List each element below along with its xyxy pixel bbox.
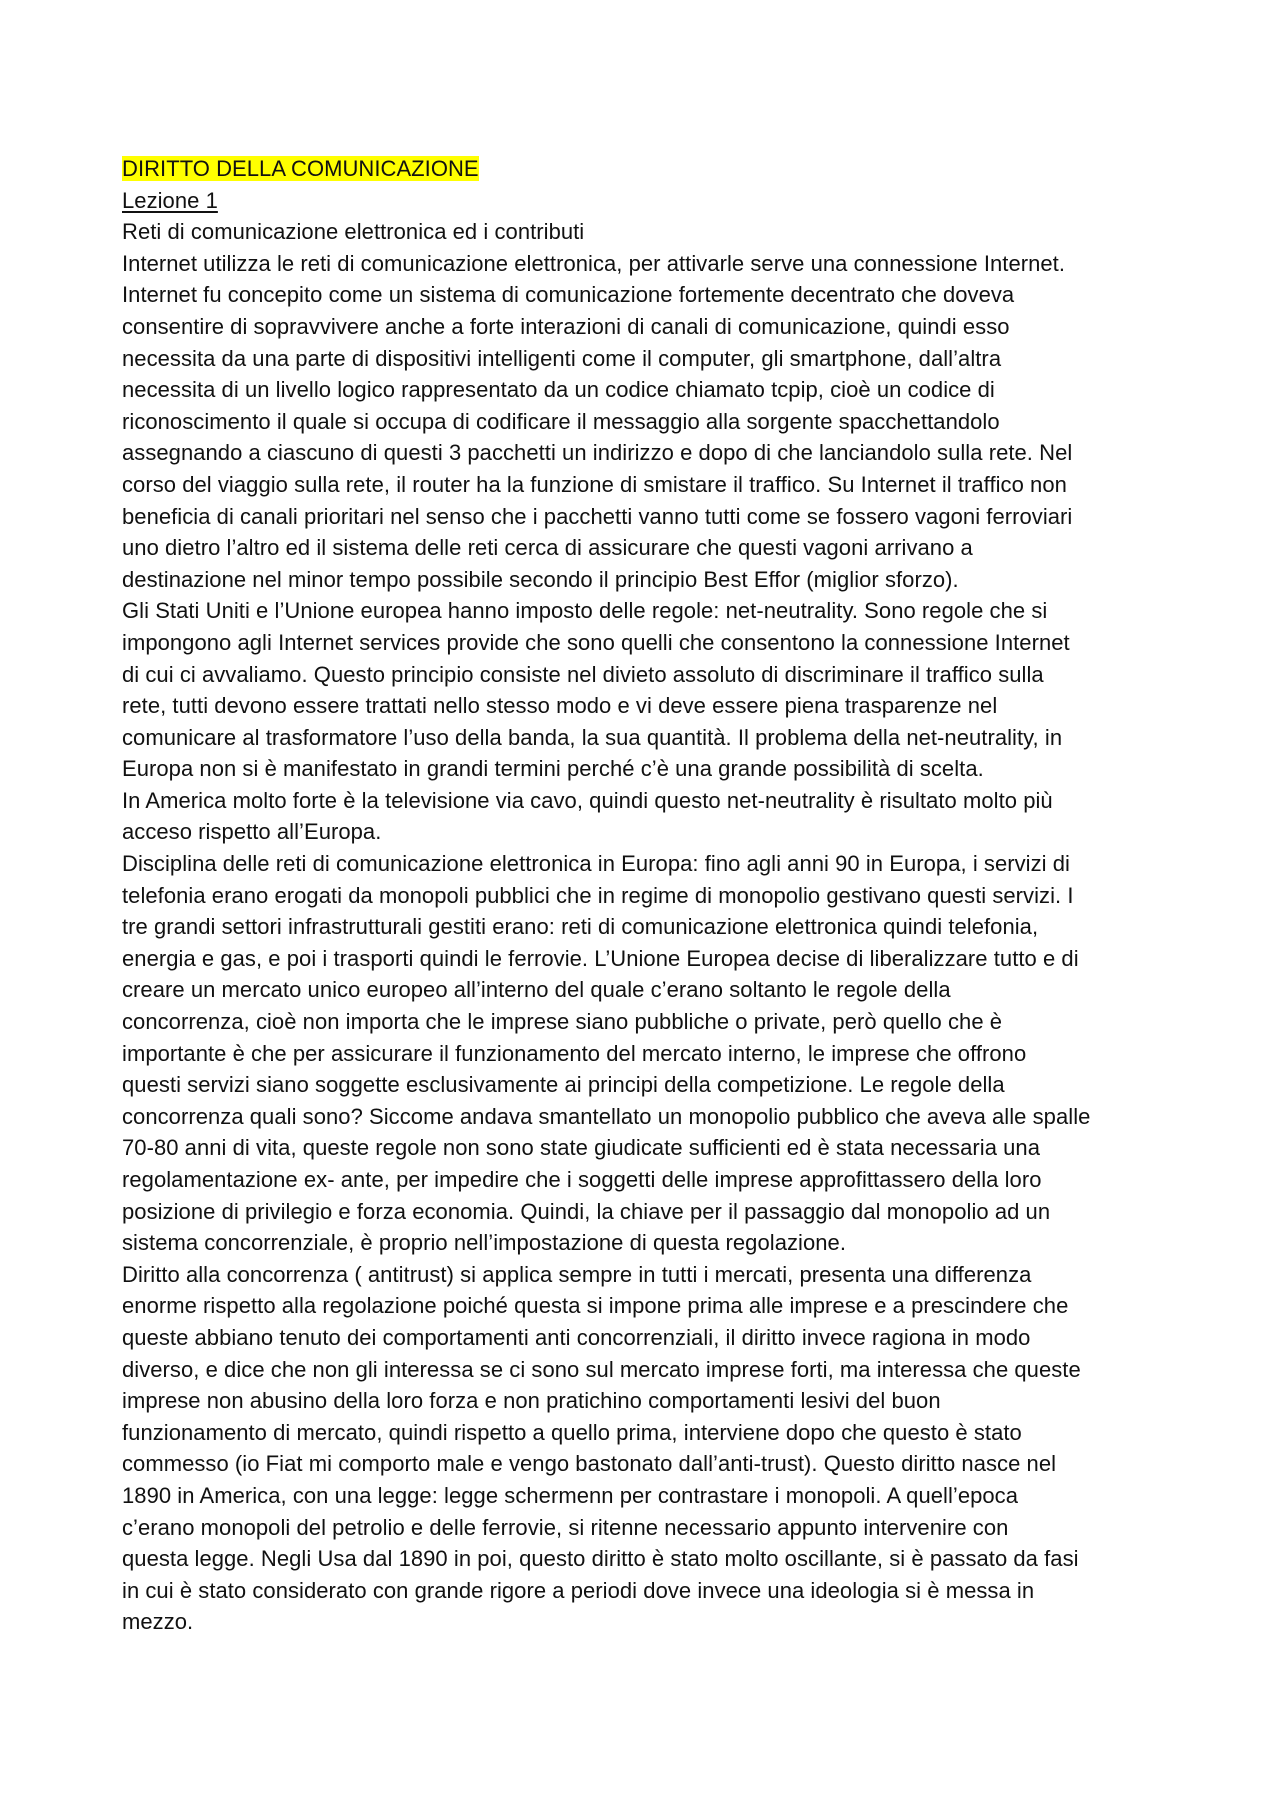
- body-text-line: in cui è stato considerato con grande rigore a periodi dove invece una ideologia si è messa in: [122, 1577, 1035, 1603]
- body-text-line: imprese non abusino della loro forza e non pratichino comportamenti lesivi del buon: [122, 1388, 941, 1414]
- body-text-line: regolamentazione ex- ante, per impedire che i soggetti delle imprese approfittassero della loro: [122, 1167, 1042, 1192]
- body-text: [122, 248, 1162, 1638]
- body-text-line: sistema concorrenziale, è proprio nell’impostazione di questa regolazione.: [122, 1230, 846, 1256]
- body-text-line: corso del viaggio sulla rete, il router ha la funzione di smistare il traffico. Su Internet il traffico non: [122, 471, 1067, 497]
- body-text-line: c’erano monopoli del petrolio e delle ferrovie, si ritenne necessario appunto intervenire con: [122, 1514, 1009, 1540]
- body-text-line: beneficia di canali prioritari nel senso che i pacchetti vanno tutti come se fossero vagoni ferroviari: [122, 503, 1073, 529]
- body-text-line: energia e gas, e poi i trasporti quindi le ferrovie. L’Unione Europea decise di liberalizzare tutto e di: [122, 945, 1079, 971]
- body-text-line: necessita di un livello logico rappresentato da un codice chiamato tcpip, cioè un codice di: [122, 377, 995, 403]
- body-text-line: importante è che per assicurare il funzionamento del mercato interno, le imprese che offrono: [122, 1040, 1027, 1066]
- body-text-line: consentire di sopravvivere anche a forte interazioni di canali di comunicazione, quindi esso: [122, 313, 1010, 339]
- body-text-line: comunicare al trasformatore l’uso della banda, la sua quantità. Il problema della net-neutrality, in: [122, 724, 1063, 750]
- body-text-line: diverso, e dice che non gli interessa se ci sono sul mercato imprese forti, ma interessa che queste: [122, 1356, 1081, 1382]
- body-text-line: concorrenza, cioè non importa che le imprese siano pubbliche o private, però quello che è: [122, 1009, 1003, 1035]
- body-text-line: necessita da una parte di dispositivi intelligenti come il computer, gli smartphone, dall’altra: [122, 345, 1002, 371]
- body-text-line: destinazione nel minor tempo possibile secondo il principio Best Effor (miglior sforzo).: [122, 566, 959, 592]
- document-title-line: [122, 153, 1162, 185]
- body-text-line: assegnando a ciascuno di questi 3 pacchetti un indirizzo e dopo di che lanciandolo sulla rete. Nel: [122, 440, 1073, 466]
- body-text-line: queste abbiano tenuto dei comportamenti anti concorrenziali, il diritto invece ragiona in modo: [122, 1324, 1031, 1350]
- body-text-line: questa legge. Negli Usa dal 1890 in poi, questo diritto è stato molto oscillante, si è passato da fasi: [122, 1546, 1079, 1572]
- lesson-line: [122, 185, 1162, 217]
- body-text-line: posizione di privilegio e forza economia. Quindi, la chiave per il passaggio dal monopolio ad un: [122, 1198, 1051, 1224]
- body-text-line: uno dietro l’altro ed il sistema delle reti cerca di assicurare che questi vagoni arrivano a: [122, 535, 973, 561]
- body-text-line: mezzo.: [122, 1609, 194, 1635]
- section-heading: Reti di comunicazione elettronica ed i contributi: [122, 219, 585, 245]
- body-text-line: Europa non si è manifestato in grandi termini perché c’è una grande possibilità di scelta.: [122, 756, 984, 782]
- document-title: DIRITTO DELLA COMUNICAZIONE: [122, 156, 479, 181]
- body-text-line: Diritto alla concorrenza ( antitrust) si applica sempre in tutti i mercati, presenta una differenza: [122, 1261, 1032, 1287]
- body-text-line: telefonia erano erogati da monopoli pubblici che in regime di monopolio gestivano questi servizi. I: [122, 882, 1074, 908]
- body-text-line: acceso rispetto all’Europa.: [122, 819, 382, 845]
- body-text-line: tre grandi settori infrastrutturali gestiti erano: reti di comunicazione elettronica quindi telefonia,: [122, 914, 1039, 940]
- body-text-line: In America molto forte è la televisione via cavo, quindi questo net-neutrality è risultato molto più: [122, 787, 1053, 813]
- body-text-line: rete, tutti devono essere trattati nello stesso modo e vi deve essere piena trasparenze nel: [122, 693, 998, 719]
- body-text-line: Internet fu concepito come un sistema di comunicazione fortemente decentrato che doveva: [122, 282, 1015, 308]
- document-body: [122, 153, 1162, 1638]
- body-text-line: commesso (io Fiat mi comporto male e vengo bastonato dall’anti-trust). Questo diritto nasce nel: [122, 1451, 1057, 1477]
- body-text-line: Disciplina delle reti di comunicazione elettronica in Europa: fino agli anni 90 in Europa, i servizi di: [122, 851, 1070, 877]
- body-text-line: creare un mercato unico europeo all’interno del quale c’erano soltanto le regole della: [122, 977, 951, 1003]
- body-text-line: 1890 in America, con una legge: legge schermenn per contrastare i monopoli. A quell’epoca: [122, 1482, 1019, 1508]
- body-text-line: 70-80 anni di vita, queste regole non sono state giudicate sufficienti ed è stata necessaria una: [122, 1135, 1041, 1161]
- body-text-line: funzionamento di mercato, quindi rispetto a quello prima, interviene dopo che questo è stato: [122, 1419, 1022, 1445]
- body-text-line: impongono agli Internet services provide che sono quelli che consentono la connessione Internet: [122, 629, 1070, 655]
- body-text-line: Internet utilizza le reti di comunicazione elettronica, per attivarle serve una connessione Internet.: [122, 250, 1066, 276]
- lesson-label: Lezione 1: [122, 187, 218, 213]
- body-text-line: concorrenza quali sono? Siccome andava smantellato un monopolio pubblico che aveva alle spalle: [122, 1103, 1091, 1129]
- body-text-line: riconoscimento il quale si occupa di codificare il messaggio alla sorgente spacchettandolo: [122, 408, 1000, 434]
- body-text-line: questi servizi siano soggette esclusivamente ai principi della competizione. Le regole della: [122, 1072, 1005, 1098]
- body-text-line: enorme rispetto alla regolazione poiché questa si impone prima alle imprese e a prescindere che: [122, 1293, 1069, 1319]
- body-text-line: Gli Stati Uniti e l’Unione europea hanno imposto delle regole: net-neutrality. Sono regole che si: [122, 598, 1048, 624]
- body-text-line: di cui ci avvaliamo. Questo principio consiste nel divieto assoluto di discriminare il traffico sulla: [122, 661, 1044, 687]
